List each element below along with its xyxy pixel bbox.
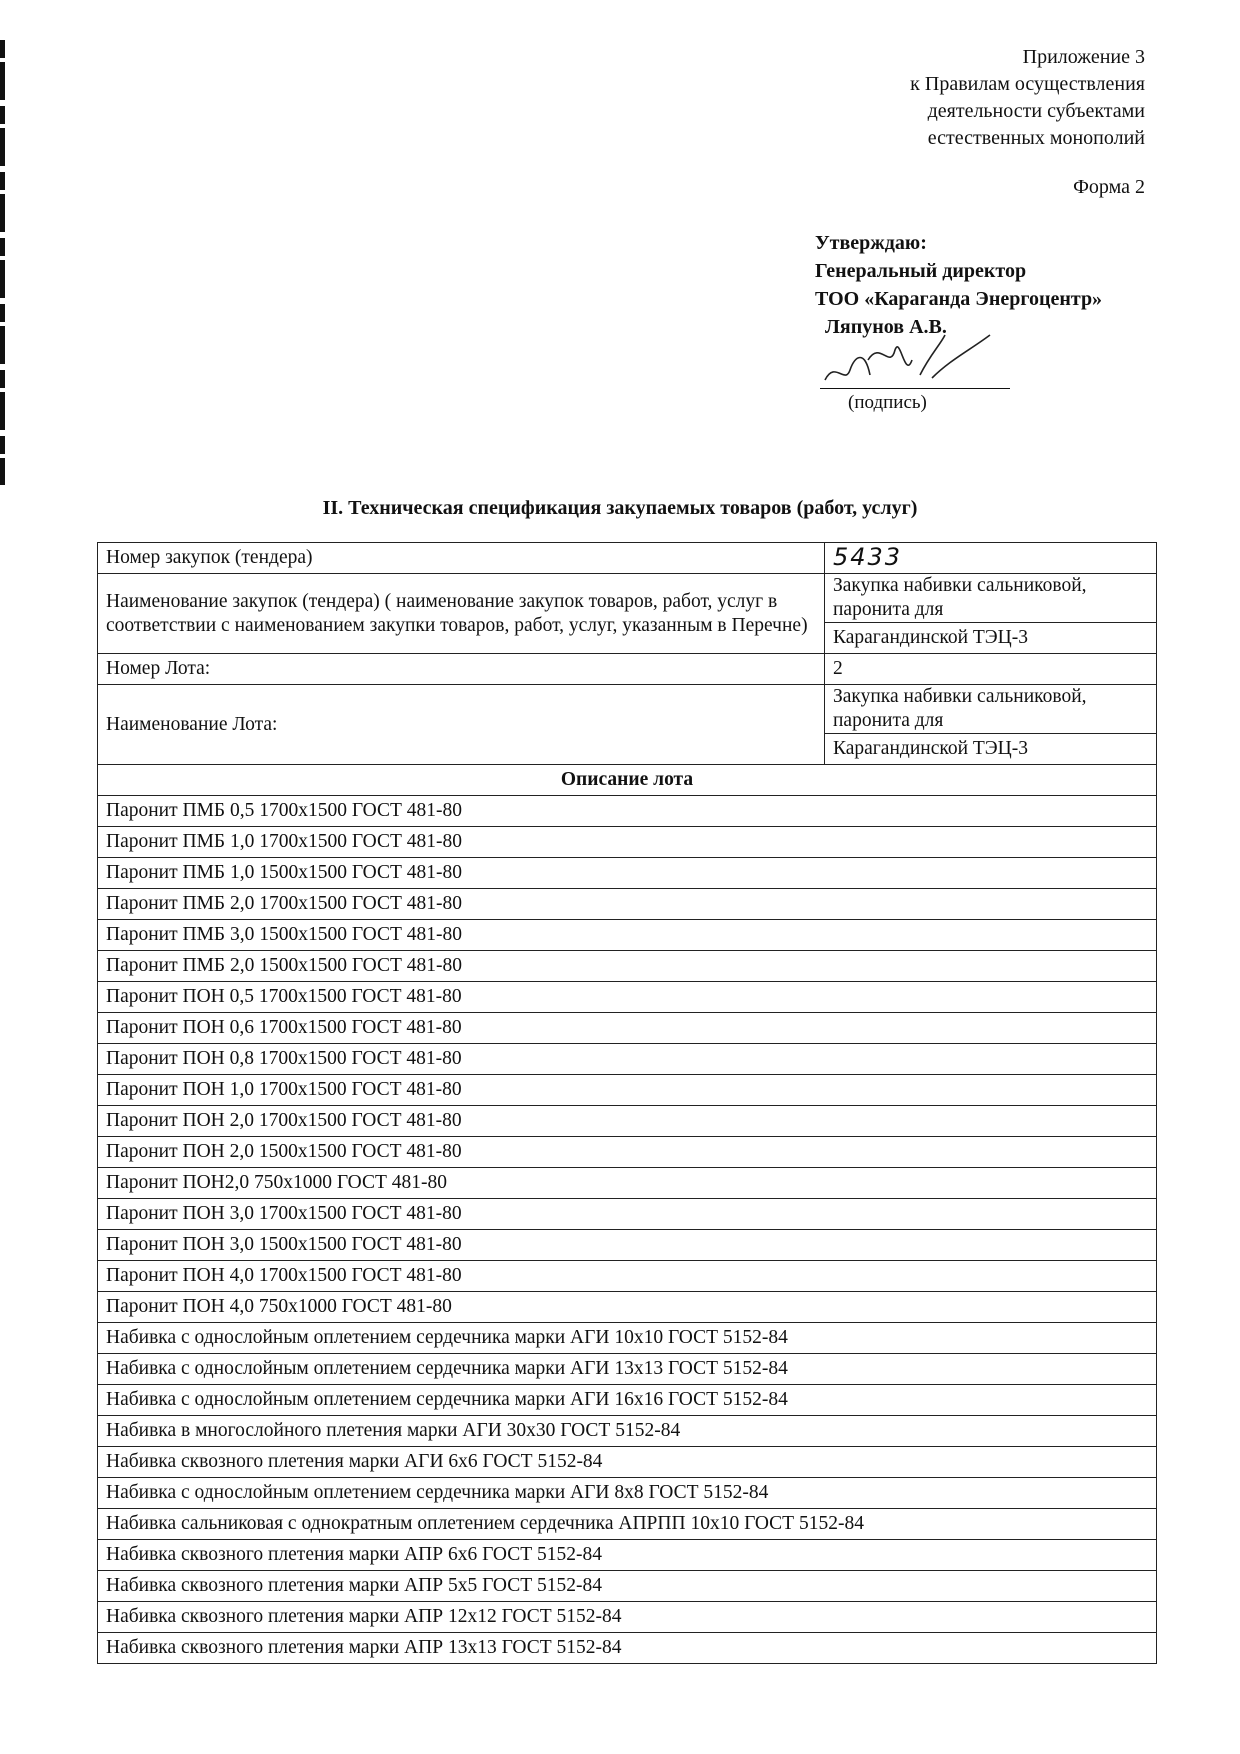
lot-item: Паронит ПОН 1,0 1700х1500 ГОСТ 481-80: [98, 1075, 1157, 1106]
lot-description-header: Описание лота: [98, 765, 1157, 796]
lot-item: Паронит ПМБ 1,0 1700х1500 ГОСТ 481-80: [98, 827, 1157, 858]
table-row: [98, 1323, 1157, 1354]
lot-item: Набивка сквозного плетения марки АГИ 6х6 ГОСТ 5152-84: [98, 1447, 1157, 1478]
table-row: [98, 1509, 1157, 1540]
lot-number-label: Номер Лота:: [98, 654, 825, 685]
table-row: [98, 1292, 1157, 1323]
lot-item: Набивка сквозного плетения марки АПР 12х12 ГОСТ 5152-84: [98, 1602, 1157, 1633]
table-row: [98, 1633, 1157, 1664]
lot-item: Набивка сальниковая с однократным оплетением сердечника АПРПП 10х10 ГОСТ 5152-84: [98, 1509, 1157, 1540]
lot-item: Паронит ПМБ 0,5 1700х1500 ГОСТ 481-80: [98, 796, 1157, 827]
lot-item: Паронит ПОН 0,6 1700х1500 ГОСТ 481-80: [98, 1013, 1157, 1044]
appendix-line-2: к Правилам осуществления: [910, 73, 1145, 95]
table-row: [98, 1478, 1157, 1509]
table-row: [98, 1075, 1157, 1106]
lot-item: Набивка сквозного плетения марки АПР 5х5 ГОСТ 5152-84: [98, 1571, 1157, 1602]
table-row: [98, 796, 1157, 827]
lot-item: Паронит ПМБ 1,0 1500х1500 ГОСТ 481-80: [98, 858, 1157, 889]
lot-item: Паронит ПОН 2,0 1700х1500 ГОСТ 481-80: [98, 1106, 1157, 1137]
appendix-note: [910, 44, 1145, 152]
table-row: [98, 1447, 1157, 1478]
table-row: [98, 920, 1157, 951]
table-row: [98, 1416, 1157, 1447]
table-row: [98, 1106, 1157, 1137]
table-row: [98, 858, 1157, 889]
procurement-name-label: Наименование закупок (тендера) ( наименование закупок товаров, работ, услуг в соответствии с наименованием закупки товаров, работ, услуг, указанным в Перечне): [98, 574, 825, 654]
lot-item: Паронит ПОН 4,0 750х1000 ГОСТ 481-80: [98, 1292, 1157, 1323]
director-name: Ляпунов А.В.: [825, 316, 947, 338]
signature-caption: (подпись): [848, 392, 927, 413]
lot-name-value-1: Закупка набивки сальниковой, паронита для: [825, 685, 1157, 734]
lot-item: Набивка с однослойным оплетением сердечника марки АГИ 16х16 ГОСТ 5152-84: [98, 1385, 1157, 1416]
procurement-name-value-2: Карагандинской ТЭЦ-3: [825, 623, 1157, 654]
table-row: [98, 1540, 1157, 1571]
lot-item: Паронит ПМБ 3,0 1500х1500 ГОСТ 481-80: [98, 920, 1157, 951]
lot-item: Набивка с однослойным оплетением сердечника марки АГИ 13х13 ГОСТ 5152-84: [98, 1354, 1157, 1385]
lot-item: Паронит ПМБ 2,0 1700х1500 ГОСТ 481-80: [98, 889, 1157, 920]
lot-item: Набивка с однослойным оплетением сердечника марки АГИ 8х8 ГОСТ 5152-84: [98, 1478, 1157, 1509]
procurement-number-handwritten: 5433: [833, 542, 903, 571]
lot-item: Паронит ПОН 3,0 1700х1500 ГОСТ 481-80: [98, 1199, 1157, 1230]
table-row: [98, 1168, 1157, 1199]
lot-item: Паронит ПОН 3,0 1500х1500 ГОСТ 481-80: [98, 1230, 1157, 1261]
table-row: [98, 1044, 1157, 1075]
lot-description-header-row: [98, 765, 1157, 796]
procurement-number-row: [98, 543, 1157, 574]
lot-item: Набивка с однослойным оплетением сердечника марки АГИ 10х10 ГОСТ 5152-84: [98, 1323, 1157, 1354]
lot-number-value: 2: [825, 654, 1157, 685]
lot-number-row: [98, 654, 1157, 685]
signature-image: [820, 330, 1020, 390]
table-row: [98, 889, 1157, 920]
procurement-number-value: [825, 543, 1157, 574]
table-row: [98, 951, 1157, 982]
procurement-name-row: [98, 574, 1157, 623]
appendix-line-1: Приложение 3: [1022, 46, 1145, 68]
procurement-name-value-1: Закупка набивки сальниковой, паронита для: [825, 574, 1157, 623]
document-title: II. Техническая спецификация закупаемых товаров (работ, услуг): [322, 497, 918, 519]
table-row: [98, 1137, 1157, 1168]
procurement-number-label: Номер закупок (тендера): [98, 543, 825, 574]
lot-name-row: [98, 685, 1157, 734]
table-row: [98, 827, 1157, 858]
lot-item: Паронит ПОН 0,5 1700х1500 ГОСТ 481-80: [98, 982, 1157, 1013]
lot-item: Набивка в многослойного плетения марки АГИ 30х30 ГОСТ 5152-84: [98, 1416, 1157, 1447]
table-row: [98, 1354, 1157, 1385]
lot-item: Набивка сквозного плетения марки АПР 13х13 ГОСТ 5152-84: [98, 1633, 1157, 1664]
table-row: [98, 1199, 1157, 1230]
table-row: [98, 1385, 1157, 1416]
signature-line: [820, 388, 1010, 389]
director-position: Генеральный директор: [815, 260, 1027, 282]
lot-name-value-2: Карагандинской ТЭЦ-3: [825, 734, 1157, 765]
appendix-line-4: естественных монополий: [927, 127, 1145, 149]
table-row: [98, 1261, 1157, 1292]
specification-table: [97, 542, 1157, 1664]
appendix-line-3: деятельности субъектами: [927, 100, 1145, 122]
lot-item: Паронит ПОН 4,0 1700х1500 ГОСТ 481-80: [98, 1261, 1157, 1292]
table-row: [98, 1230, 1157, 1261]
lot-name-label: Наименование Лота:: [98, 685, 825, 765]
company-name: ТОО «Караганда Энергоцентр»: [815, 288, 1103, 310]
approve-label: Утверждаю:: [815, 232, 927, 254]
table-row: [98, 982, 1157, 1013]
lot-item: Паронит ПОН 2,0 1500х1500 ГОСТ 481-80: [98, 1137, 1157, 1168]
lot-item: Паронит ПОН2,0 750х1000 ГОСТ 481-80: [98, 1168, 1157, 1199]
scan-edge-artifact: [0, 40, 5, 485]
table-row: [98, 1602, 1157, 1633]
table-row: [98, 1013, 1157, 1044]
table-row: [98, 1571, 1157, 1602]
lot-item: Паронит ПОН 0,8 1700х1500 ГОСТ 481-80: [98, 1044, 1157, 1075]
lot-item: Паронит ПМБ 2,0 1500х1500 ГОСТ 481-80: [98, 951, 1157, 982]
form-label: Форма 2: [1073, 176, 1145, 198]
lot-item: Набивка сквозного плетения марки АПР 6х6 ГОСТ 5152-84: [98, 1540, 1157, 1571]
approval-block: [815, 229, 1102, 341]
